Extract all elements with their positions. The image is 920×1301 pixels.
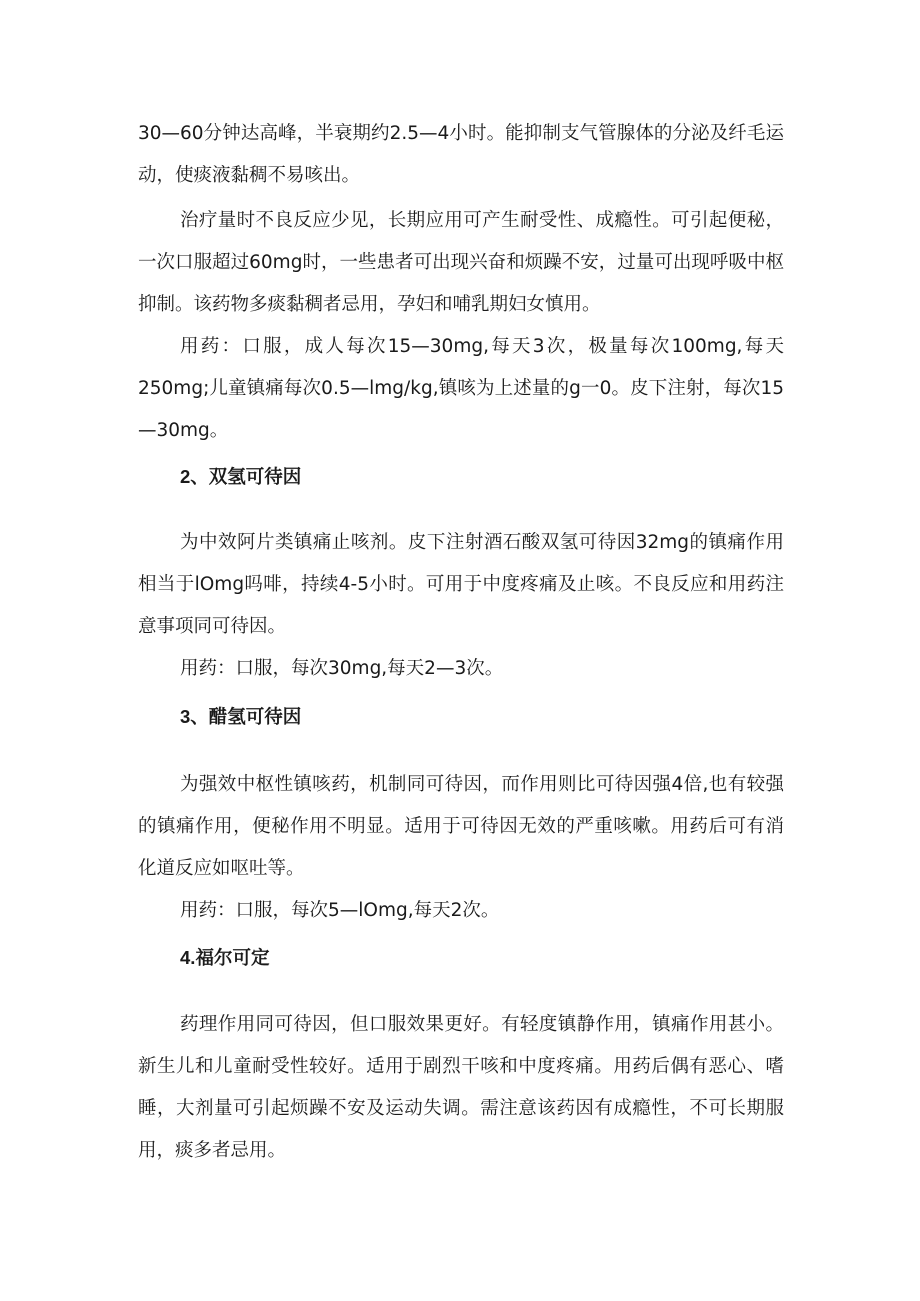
paragraph-dihydrocodeine-description: 为中效阿片类镇痛止咳剂。皮下注射酒石酸双氢可待因32mg的镇痛作用相当于lOmg吗啡，持续4-5小时。可用于中度疼痛及止咳。不良反应和用药注意事项同可待因。 <box>138 532 784 637</box>
heading-text: 福尔可定 <box>195 948 270 969</box>
paragraph-codeine-pharmacokinetics: 30—60分钟达高峰，半衰期约2.5—4小时。能抑制支气管腺体的分泌及纤毛运动，使痰液黏稠不易咳出。 <box>138 123 784 186</box>
paragraph-dihydrocodeine-dosage: 用药：口服，每次30mg,每天2—3次。 <box>180 658 504 679</box>
heading-number: 3、 <box>180 706 209 727</box>
paragraph-pholcodine-description: 药理作用同可待因，但口服效果更好。有轻度镇静作用，镇痛作用甚小。新生儿和儿童耐受性较好。适用于剧烈干咳和中度疼痛。用药后偶有恶心、嗜睡，大剂量可引起烦躁不安及运动失调。需注意该药因有成瘾性，不可长期服用，痰多者忌用。 <box>138 1014 784 1161</box>
paragraph-acetyldihydrocodeine-description: 为强效中枢性镇咳药，机制同可待因，而作用则比可待因强4倍,也有较强的镇痛作用，便秘作用不明显。适用于可待因无效的严重咳嗽。用药后可有消化道反应如呕吐等。 <box>138 774 784 879</box>
heading-text: 醋氢可待因 <box>208 707 302 728</box>
paragraph-acetyldihydrocodeine-dosage: 用药：口服，每次5—lOmg,每天2次。 <box>180 900 500 921</box>
paragraph-codeine-adverse-effects: 治疗量时不良反应少见，长期应用可产生耐受性、成瘾性。可引起便秘，一次口服超过60mg时，一些患者可出现兴奋和烦躁不安，过量可出现呼吸中枢抑制。该药物多痰黏稠者忌用，孕妇和哺乳期妇女慎用。 <box>138 210 784 315</box>
heading-number: 4. <box>180 947 196 968</box>
heading-pholcodine <box>180 937 269 980</box>
heading-text: 双氢可待因 <box>208 467 302 488</box>
paragraph-codeine-dosage: 用药：口服，成人每次15—30mg,每天3次，极量每次100mg,每天250mg;儿童镇痛每次0.5—lmg/kg,镇咳为上述量的g一0。皮下注射，每次15—30mg。 <box>138 336 784 441</box>
heading-number: 2、 <box>180 466 209 487</box>
heading-acetyldihydrocodeine <box>180 696 301 739</box>
heading-dihydrocodeine <box>180 456 301 499</box>
